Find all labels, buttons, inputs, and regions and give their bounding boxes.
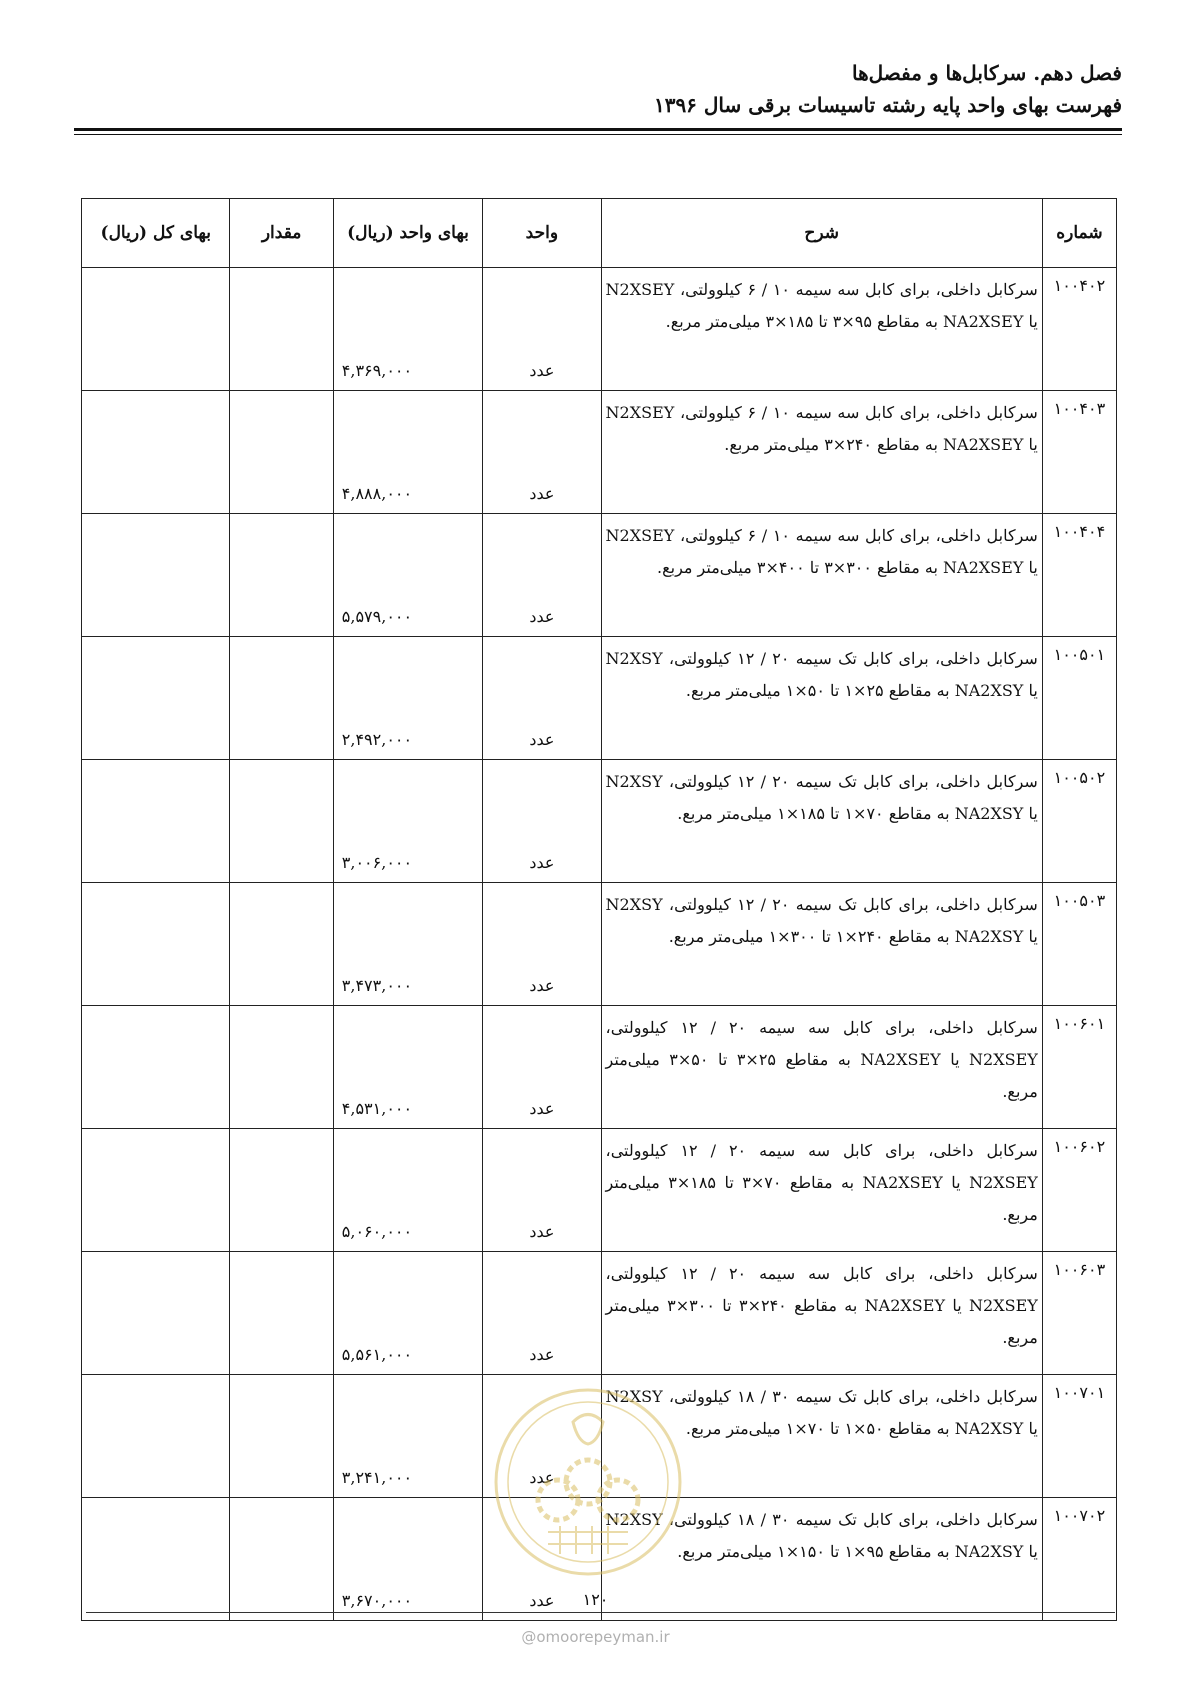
cell-unit-price: ۴,۳۶۹,۰۰۰ <box>333 268 482 391</box>
header-unit-price: بهای واحد (ریال) <box>333 199 482 268</box>
cell-description: سرکابل داخلی، برای کابل سه سیمه ۲۰ / ۱۲ کیلوولتی، N2XSEY یا NA2XSEY به مقاطع ۷۰×۳ تا ۱۸۵×۳ میلی‌متر مربع. <box>601 1129 1042 1252</box>
cell-number: ۱۰۰۷۰۲ <box>1042 1498 1116 1621</box>
cell-number: ۱۰۰۴۰۴ <box>1042 514 1116 637</box>
cell-unit: عدد <box>483 268 601 391</box>
cell-description: سرکابل داخلی، برای کابل تک سیمه ۲۰ / ۱۲ کیلوولتی، N2XSY یا NA2XSY به مقاطع ۲۴۰×۱ تا ۳۰۰×۱ میلی‌متر مربع. <box>601 883 1042 1006</box>
cell-number: ۱۰۰۶۰۱ <box>1042 1006 1116 1129</box>
cell-number: ۱۰۰۴۰۲ <box>1042 268 1116 391</box>
header-description: شرح <box>601 199 1042 268</box>
cell-quantity <box>230 1006 333 1129</box>
cell-unit-price: ۳,۴۷۳,۰۰۰ <box>333 883 482 1006</box>
seal-stamp-icon <box>488 1382 688 1582</box>
table-row <box>82 1006 1117 1129</box>
cell-unit-price: ۳,۶۷۰,۰۰۰ <box>333 1498 482 1621</box>
cell-unit-price: ۳,۰۰۶,۰۰۰ <box>333 760 482 883</box>
cell-description: سرکابل داخلی، برای کابل سه سیمه ۲۰ / ۱۲ کیلوولتی، N2XSEY یا NA2XSEY به مقاطع ۲۴۰×۳ تا ۳۰۰×۳ میلی‌متر مربع. <box>601 1252 1042 1375</box>
cell-unit: عدد <box>483 1006 601 1129</box>
cell-unit-price: ۵,۰۶۰,۰۰۰ <box>333 1129 482 1252</box>
table-row <box>82 637 1117 760</box>
table-row <box>82 1129 1117 1252</box>
cell-number: ۱۰۰۶۰۳ <box>1042 1252 1116 1375</box>
header-number: شماره <box>1042 199 1116 268</box>
list-title: فهرست بهای واحد پایه رشته تاسیسات برقی سال ۱۳۹۶ <box>653 93 1122 117</box>
cell-quantity <box>230 883 333 1006</box>
cell-number: ۱۰۰۷۰۱ <box>1042 1375 1116 1498</box>
cell-quantity <box>230 268 333 391</box>
cell-unit: عدد <box>483 1498 601 1621</box>
table-row <box>82 1252 1117 1375</box>
cell-unit: عدد <box>483 391 601 514</box>
cell-unit: عدد <box>483 1252 601 1375</box>
cell-total-price <box>82 637 230 760</box>
cell-number: ۱۰۰۵۰۳ <box>1042 883 1116 1006</box>
cell-total-price <box>82 514 230 637</box>
cell-number: ۱۰۰۵۰۱ <box>1042 637 1116 760</box>
cell-description: سرکابل داخلی، برای کابل سه سیمه ۲۰ / ۱۲ کیلوولتی، N2XSEY یا NA2XSEY به مقاطع ۲۵×۳ تا ۵۰×۳ میلی‌متر مربع. <box>601 1006 1042 1129</box>
table-header-row <box>82 199 1117 268</box>
cell-unit: عدد <box>483 883 601 1006</box>
header-unit: واحد <box>483 199 601 268</box>
cell-unit-price: ۲,۴۹۲,۰۰۰ <box>333 637 482 760</box>
cell-total-price <box>82 1129 230 1252</box>
cell-quantity <box>230 1375 333 1498</box>
cell-unit: عدد <box>483 637 601 760</box>
cell-description: سرکابل داخلی، برای کابل تک سیمه ۲۰ / ۱۲ کیلوولتی، N2XSY یا NA2XSY به مقاطع ۲۵×۱ تا ۵۰×۱ میلی‌متر مربع. <box>601 637 1042 760</box>
cell-description: سرکابل داخلی، برای کابل سه سیمه ۱۰ / ۶ کیلوولتی، N2XSEY یا NA2XSEY به مقاطع ۹۵×۳ تا ۱۸۵×۳ میلی‌متر مربع. <box>601 268 1042 391</box>
cell-unit-price: ۳,۲۴۱,۰۰۰ <box>333 1375 482 1498</box>
cell-total-price <box>82 760 230 883</box>
cell-total-price <box>82 391 230 514</box>
cell-unit: عدد <box>483 760 601 883</box>
cell-description: سرکابل داخلی، برای کابل تک سیمه ۳۰ / ۱۸ کیلوولتی، N2XSY یا NA2XSY به مقاطع ۵۰×۱ تا ۷۰×۱ میلی‌متر مربع. <box>601 1375 1042 1498</box>
table-row <box>82 883 1117 1006</box>
cell-quantity <box>230 760 333 883</box>
cell-total-price <box>82 1252 230 1375</box>
header-quantity: مقدار <box>230 199 333 268</box>
cell-quantity <box>230 1129 333 1252</box>
cell-number: ۱۰۰۵۰۲ <box>1042 760 1116 883</box>
cell-total-price <box>82 1006 230 1129</box>
cell-number: ۱۰۰۴۰۳ <box>1042 391 1116 514</box>
header-total-price: بهای کل (ریال) <box>82 199 230 268</box>
footer-rule <box>86 1612 1115 1613</box>
cell-unit: عدد <box>483 1375 601 1498</box>
cell-total-price <box>82 268 230 391</box>
cell-unit-price: ۵,۵۷۹,۰۰۰ <box>333 514 482 637</box>
cell-unit: عدد <box>483 1129 601 1252</box>
cell-quantity <box>230 1252 333 1375</box>
cell-unit-price: ۴,۵۳۱,۰۰۰ <box>333 1006 482 1129</box>
cell-description: سرکابل داخلی، برای کابل سه سیمه ۱۰ / ۶ کیلوولتی، N2XSEY یا NA2XSEY به مقاطع ۳۰۰×۳ تا ۴۰۰×۳ میلی‌متر مربع. <box>601 514 1042 637</box>
cell-quantity <box>230 514 333 637</box>
cell-quantity <box>230 637 333 760</box>
page-number: ۱۲۰ <box>582 1590 609 1609</box>
cell-description: سرکابل داخلی، برای کابل سه سیمه ۱۰ / ۶ کیلوولتی، N2XSEY یا NA2XSEY به مقاطع ۲۴۰×۳ میلی‌متر مربع. <box>601 391 1042 514</box>
table-row <box>82 268 1117 391</box>
table-row <box>82 760 1117 883</box>
header-rule-thick <box>74 128 1122 131</box>
cell-number: ۱۰۰۶۰۲ <box>1042 1129 1116 1252</box>
page-header <box>62 58 1122 122</box>
cell-unit: عدد <box>483 514 601 637</box>
table-row <box>82 391 1117 514</box>
cell-total-price <box>82 883 230 1006</box>
cell-total-price <box>82 1375 230 1498</box>
cell-quantity <box>230 391 333 514</box>
cell-unit-price: ۴,۸۸۸,۰۰۰ <box>333 391 482 514</box>
watermark-text: @omoorepeyman.ir <box>521 1628 670 1646</box>
cell-unit-price: ۵,۵۶۱,۰۰۰ <box>333 1252 482 1375</box>
chapter-title: فصل دهم. سرکابل‌ها و مفصل‌ها <box>851 61 1122 85</box>
cell-description: سرکابل داخلی، برای کابل تک سیمه ۳۰ / ۱۸ کیلوولتی، N2XSY یا NA2XSY به مقاطع ۹۵×۱ تا ۱۵۰×۱ میلی‌متر مربع. <box>601 1498 1042 1621</box>
table-row <box>82 514 1117 637</box>
header-rule-thin <box>74 134 1122 135</box>
cell-description: سرکابل داخلی، برای کابل تک سیمه ۲۰ / ۱۲ کیلوولتی، N2XSY یا NA2XSY به مقاطع ۷۰×۱ تا ۱۸۵×۱ میلی‌متر مربع. <box>601 760 1042 883</box>
